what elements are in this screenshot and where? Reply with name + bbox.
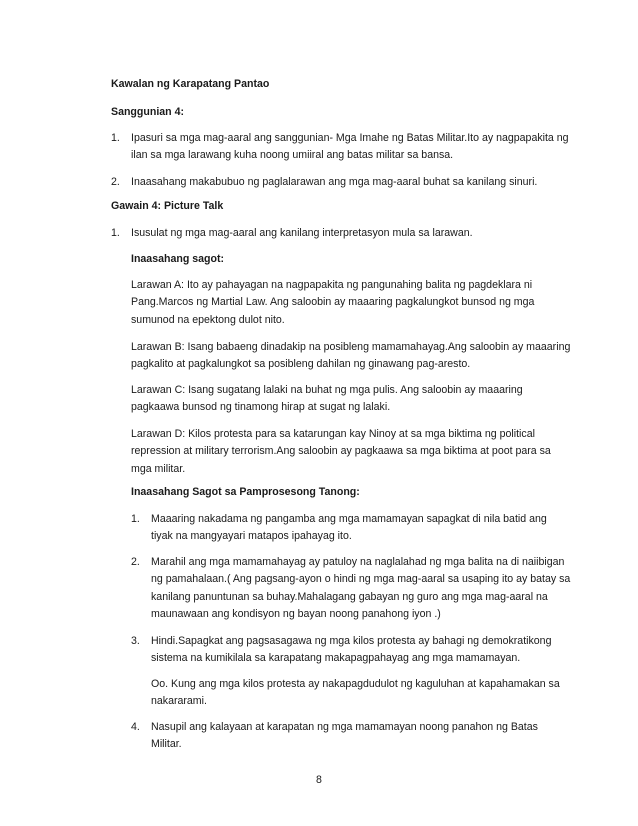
answer-number: 4. [131, 721, 140, 733]
source-item-number: 1. [111, 132, 120, 144]
process-questions-heading: Inaasahang Sagot sa Pamprosesong Tanong: [131, 486, 360, 498]
source-item-number: 2. [111, 176, 120, 188]
answer-text: Hindi.Sapagkat ang pagsasagawa ng mga kilos protesta ay bahagi ng demokratikong sistema na kumikilala sa karapatang makapagpahayag ang mga mamamayan. [151, 635, 552, 665]
answer-number: 2. [131, 556, 140, 568]
answer-text: Nasupil ang kalayaan at karapatan ng mga mamamayan noong panahon ng Batas Militar. [151, 721, 538, 751]
answer-number: 1. [131, 513, 140, 525]
answer-text: Maaaring nakadama ng pangamba ang mga mamamayan sapagkat di nila batid ang tiyak na mangyayari matapos ipahayag ito. [151, 513, 547, 543]
activity-item-number: 1. [111, 227, 120, 239]
picture-description-c: Larawan C: Isang sugatang lalaki na buhat ng mga pulis. Ang saloobin ay maaaring pagkaawa bunsod ng tinamong hirap at sugat ng lalaki. [131, 384, 523, 414]
answer-text: Oo. Kung ang mga kilos protesta ay nakapagdudulot ng kaguluhan at kapahamakan sa nakararami. [151, 678, 560, 708]
source-item-text: Inaasahang makabubuo ng paglalarawan ang mga mag-aaral buhat sa kanilang sinuri. [131, 176, 538, 188]
activity-item-text: Isusulat ng mga mag-aaral ang kanilang interpretasyon mula sa larawan. [131, 227, 473, 239]
picture-description-b: Larawan B: Isang babaeng dinadakip na posibleng mamamahayag.Ang saloobin ay maaaring pagkalito at pagkalungkot sa posibleng dahilan ng ginawang pag-aresto. [131, 341, 571, 371]
activity-heading: Gawain 4: Picture Talk [111, 200, 224, 212]
answer-number: 3. [131, 635, 140, 647]
page-number: 8 [316, 774, 322, 786]
answer-text: Marahil ang mga mamamahayag ay patuloy na naglalahad ng mga balita na di naiibigan ng pamahalaan.( Ang pagsang-ayon o hindi ng mga mag-aaral sa usaping ito ay batay sa kanilang panuntunan sa buhay.Mahalagang gabayan ng guro ang mga mag-aaral na maunawaan ang kondisyon ng bayan noong panahong iyon .) [151, 556, 571, 621]
source-item-text: Ipasuri sa mga mag-aaral ang sanggunian- Mga Imahe ng Batas Militar.Ito ay nagpapakita ng ilan sa mga larawang kuha noong umiiral ang batas militar sa bansa. [131, 132, 569, 162]
picture-description-d: Larawan D: Kilos protesta para sa katarungan kay Ninoy at sa mga biktima ng political repression at military terrorism.Ang saloobin ay pagkaawa sa mga biktima at poot para sa mga militar. [131, 428, 551, 475]
section-heading: Kawalan ng Karapatang Pantao [111, 78, 270, 90]
picture-description-a: Larawan A: Ito ay pahayagan na nagpapakita ng pangunahing balita ng pagdeklara ni Pang.Marcos ng Martial Law. Ang saloobin ay maaaring pagkalungkot bunsod ng mga sumunod na epektong dulot nito. [131, 279, 535, 326]
source-heading: Sanggunian 4: [111, 106, 184, 118]
expected-answer-heading: Inaasahang sagot: [131, 253, 225, 265]
